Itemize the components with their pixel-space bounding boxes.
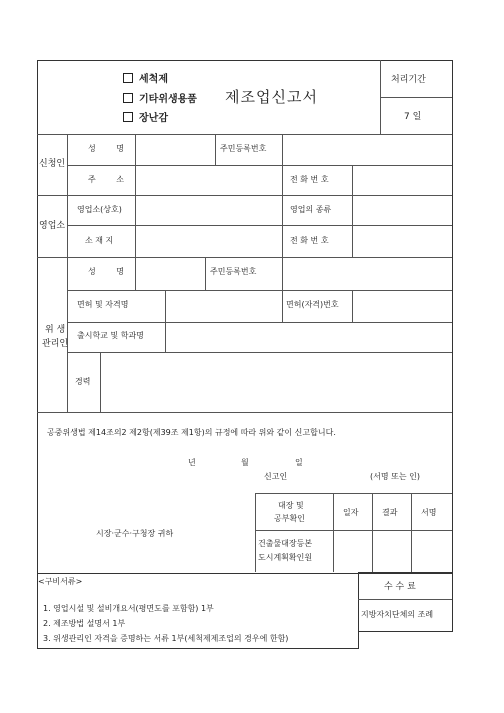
manager-school-field[interactable] <box>166 323 451 351</box>
checkbox-detergent[interactable] <box>123 73 133 83</box>
confirm-date-field[interactable] <box>334 531 371 571</box>
confirm-sign-field[interactable] <box>412 531 451 571</box>
checkbox-toys[interactable] <box>123 112 133 122</box>
manager-career-label: 경력 <box>75 377 91 386</box>
rule <box>282 290 283 322</box>
business-location-field[interactable] <box>136 226 281 256</box>
option-label: 세척제 <box>139 74 168 85</box>
applicant-address-field[interactable] <box>136 166 281 194</box>
option-label: 장난감 <box>139 113 168 124</box>
rule <box>380 97 452 98</box>
manager-license-field[interactable] <box>166 291 281 321</box>
checkbox-hygiene-products[interactable] <box>123 93 133 103</box>
processing-period-label: 처리기간 <box>391 75 426 85</box>
signature-label: (서명 또는 인) <box>370 472 420 481</box>
applicant-phone-field[interactable] <box>353 166 451 194</box>
rule-manager-bottom <box>37 412 452 413</box>
manager-license-no-label: 면허(자격)번호 <box>286 300 339 309</box>
manager-name-field[interactable] <box>136 258 204 289</box>
attachments-title: <구비서류> <box>38 577 83 586</box>
sign-column-header: 서명 <box>421 508 437 517</box>
section-applicant: 신청인 <box>39 159 66 169</box>
section-manager-line2: 관리인 <box>42 339 69 349</box>
option-label: 기타위생용품 <box>139 94 197 105</box>
rule <box>255 493 256 572</box>
section-business: 영업소 <box>39 221 66 231</box>
manager-rrn-label: 주민등록번호 <box>210 267 257 276</box>
manager-rrn-field[interactable] <box>283 258 451 289</box>
option-toys[interactable] <box>123 112 168 124</box>
manager-license-label: 면허 및 자격명 <box>77 300 129 309</box>
manager-career-field[interactable] <box>101 353 451 411</box>
officer-label-line2: 도시계획확인원 <box>258 553 313 562</box>
rule <box>215 134 216 165</box>
date-column-header: 일자 <box>343 508 359 517</box>
declaration-statement: 공중위생법 제14조의2 제2항(제39조 제1항)의 규정에 따라 위와 같이 신고합니다. <box>47 428 336 437</box>
business-phone-field[interactable] <box>353 226 451 256</box>
recipient-label: 시장·군수·구청장 귀하 <box>96 529 174 538</box>
ledger-label-line2: 공부확인 <box>274 514 305 523</box>
confirm-result-field[interactable] <box>373 531 410 571</box>
rule <box>380 60 381 134</box>
result-column-header: 결과 <box>382 508 398 517</box>
business-phone-label: 전 화 번 호 <box>290 236 329 245</box>
processing-period-value: 7 일 <box>404 112 422 122</box>
applicant-rrn-label: 주민등록번호 <box>220 144 267 153</box>
date-year-label: 년 <box>188 458 196 467</box>
fee-title: 수 수 료 <box>384 582 416 592</box>
applicant-phone-label: 전 화 번 호 <box>290 175 329 184</box>
ledger-label-line1: 대장 및 <box>278 501 304 510</box>
applicant-address-label: 주 소 <box>88 175 124 184</box>
applicant-name-label: 성 명 <box>88 144 124 153</box>
rule <box>205 257 206 290</box>
option-hygiene-products[interactable] <box>123 93 197 105</box>
business-location-label: 소 재 지 <box>85 236 114 245</box>
form-title: 제조업신고서 <box>225 88 318 106</box>
applicant-name-field[interactable] <box>136 135 214 164</box>
fee-value: 지방자치단체의 조례 <box>361 610 434 619</box>
date-day-label: 일 <box>295 458 303 467</box>
attachment-item: 1. 영업시설 및 설비개요서(평면도를 포함함) 1부 <box>43 604 214 613</box>
rule <box>358 599 452 600</box>
fee-box <box>358 572 453 632</box>
attachment-item: 3. 위생관리인 자격을 증명하는 서류 1부(세척제제조업의 경우에 한함) <box>43 634 289 643</box>
business-shop-label: 영업소(상호) <box>77 205 122 214</box>
rule-left-col <box>67 134 68 412</box>
rule <box>255 493 452 494</box>
manager-school-label: 출시학교 및 학과명 <box>77 331 144 340</box>
section-manager-line1: 위 생 <box>45 325 66 335</box>
manager-license-no-field[interactable] <box>353 291 451 321</box>
manager-name-label: 성 명 <box>88 267 124 276</box>
business-type-field[interactable] <box>353 196 451 224</box>
declarant-label: 신고인 <box>264 472 288 481</box>
attachment-item: 2. 제조방법 설명서 1부 <box>43 619 126 628</box>
applicant-rrn-field[interactable] <box>283 135 451 164</box>
option-detergent[interactable] <box>123 73 168 85</box>
business-type-label: 영업의 종류 <box>290 205 332 214</box>
rule <box>282 165 283 257</box>
date-month-label: 월 <box>241 458 249 467</box>
business-shop-field[interactable] <box>136 196 281 224</box>
officer-label-line1: 건출물대장등본 <box>258 539 313 548</box>
